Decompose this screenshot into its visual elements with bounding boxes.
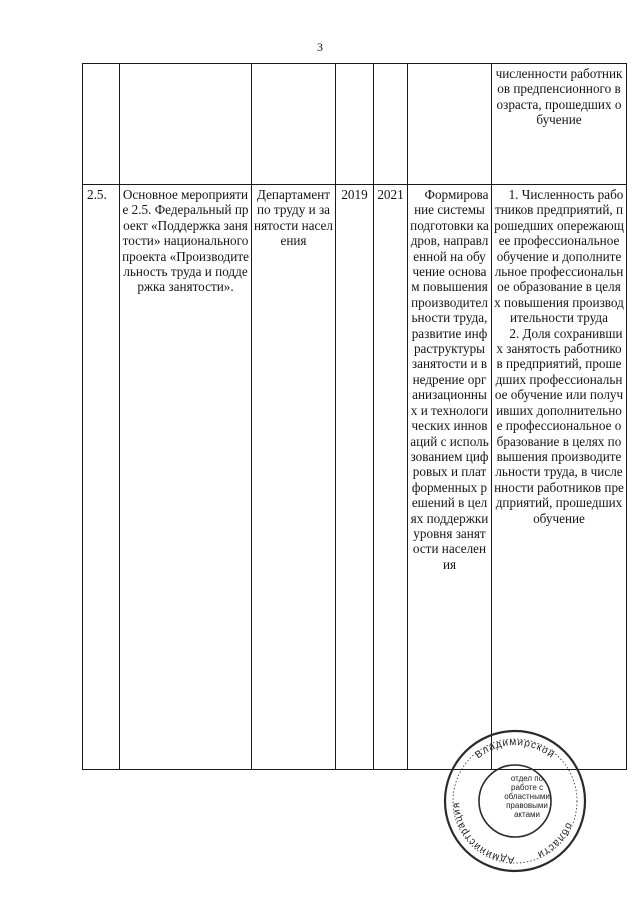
start-year: 2019: [341, 187, 368, 202]
cell-executor: [252, 64, 336, 185]
cell-result: [408, 64, 492, 185]
indicator-2: 2. Доля сохранивших занятость работников предприятий, прошедших профессиональное обучение или получивших дополнительное профессиональное образование в целях повышения производительности труда, в численности работников предприятий, прошедших обучение: [494, 325, 624, 526]
stamp-ring-top: Владимирской: [473, 736, 557, 762]
cell-result: [408, 185, 492, 770]
cell-start: [336, 185, 374, 770]
end-year: 2021: [377, 187, 404, 202]
table-row: [83, 185, 627, 770]
row-number: 2.5.: [87, 187, 107, 202]
executor-text: Департамент по труду и занятости населения: [254, 187, 333, 249]
indicator-text: численности работников предпенсионного возраста, прошедших обучение: [495, 66, 623, 128]
event-text: Основное мероприятие 2.5. Федеральный проект «Поддержка занятости» национального проекта «Производительность труда и поддержка занятости».: [122, 187, 249, 295]
cell-start: [336, 64, 374, 185]
cell-event: [120, 64, 252, 185]
stamp-center-text: отдел по работе с областными правовыми актами: [504, 774, 550, 819]
svg-text:Владимирской: [473, 737, 556, 761]
stamp-ring-side: Администрация: [450, 801, 515, 866]
cell-num: [83, 64, 120, 185]
page-number: 3: [317, 40, 323, 54]
table-row: [83, 64, 627, 185]
indicator-1: 1. Численность работников предприятий, прошедших опережающее профессиональное обучение и дополнительное профессиональное образование в целях повышения производительности труда: [494, 187, 624, 326]
cell-end: [374, 185, 408, 770]
program-table: [82, 63, 627, 770]
cell-indicator: [492, 64, 627, 185]
result-text: Формирование системы подготовки кадров, направленной на обучение основам повышения производительности труда, развитие инфраструктуры занятости и внедрение организационных и технологических инноваций с использованием цифровых и платформенных решений в целях поддержки уровня занятости населения: [410, 187, 489, 572]
stamp-ring-right: области: [534, 820, 575, 861]
cell-end: [374, 64, 408, 185]
cell-num: [83, 185, 120, 770]
cell-event: [120, 185, 252, 770]
cell-indicator: [492, 185, 627, 770]
cell-executor: [252, 185, 336, 770]
